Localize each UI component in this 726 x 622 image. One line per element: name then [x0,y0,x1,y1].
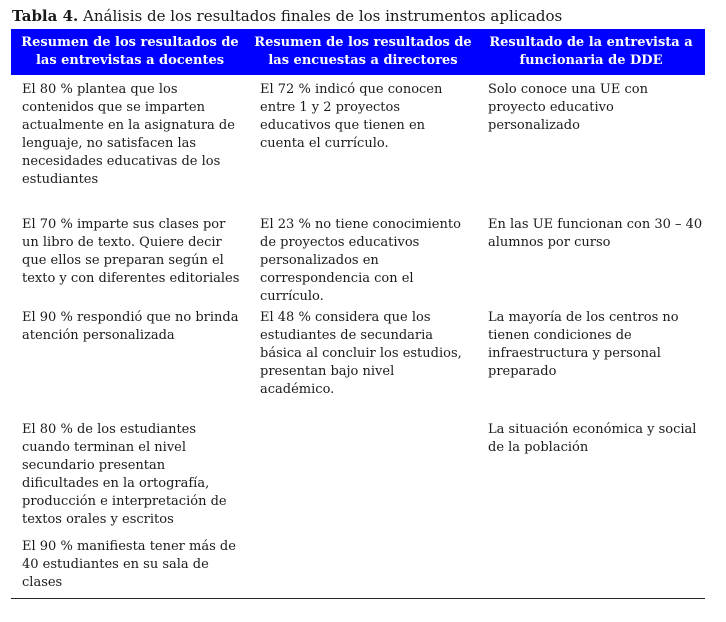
header-docentes: Resumen de los resultados de las entrevistas a docentes [21,35,239,68]
table-cell: En las UE funcionan con 30 – 40 alumnos por curso [488,217,703,250]
table-cell: El 72 % indicó que conocen entre 1 y 2 proyectos educativos que tienen en cuenta el currículo. [260,82,443,151]
table-row [11,538,705,595]
table-cell: La situación económica y social de la población [488,422,697,455]
table-cell: El 90 % respondió que no brinda atención personalizada [22,310,239,343]
caption-text: Análisis de los resultados finales de los instrumentos aplicados [78,7,563,25]
table-row [11,75,705,216]
table-cell: El 48 % considera que los estudiantes de secundaria básica al concluir los estudios, presentan bajo nivel académico. [260,310,462,397]
table-cell: El 70 % imparte sus clases por un libro de texto. Quiere decir que ellos se preparan según el texto y con diferentes editoriales [22,217,240,286]
table-header-row [11,29,705,75]
table-cell: El 23 % no tiene conocimiento de proyectos educativos personalizados en correspondencia con el currículo. [260,217,461,304]
table-bottom-rule [11,598,705,599]
header-funcionaria: Resultado de la entrevista a funcionaria de DDE [489,35,693,68]
table-cell: El 80 % plantea que los contenidos que se imparten actualmente en la asignatura de lenguaje, no satisfacen las necesidades educativas de los estudiantes [22,82,235,187]
table-cell: Solo conoce una UE con proyecto educativo personalizado [488,82,648,133]
table-row [11,309,705,421]
table-cell: El 90 % manifiesta tener más de 40 estudiantes en su sala de clases [22,539,236,590]
caption-label: Tabla 4. [12,7,79,25]
results-table [11,29,705,599]
table-row [11,216,705,309]
table-cell: La mayoría de los centros no tienen condiciones de infraestructura y personal preparado [488,310,679,379]
header-directores: Resumen de los resultados de las encuestas a directores [254,35,472,68]
table-cell: El 80 % de los estudiantes cuando terminan el nivel secundario presentan dificultades en la ortografía, producción e interpretación de textos orales y escritos [22,422,227,527]
table-caption [12,6,562,26]
table-row [11,421,705,538]
